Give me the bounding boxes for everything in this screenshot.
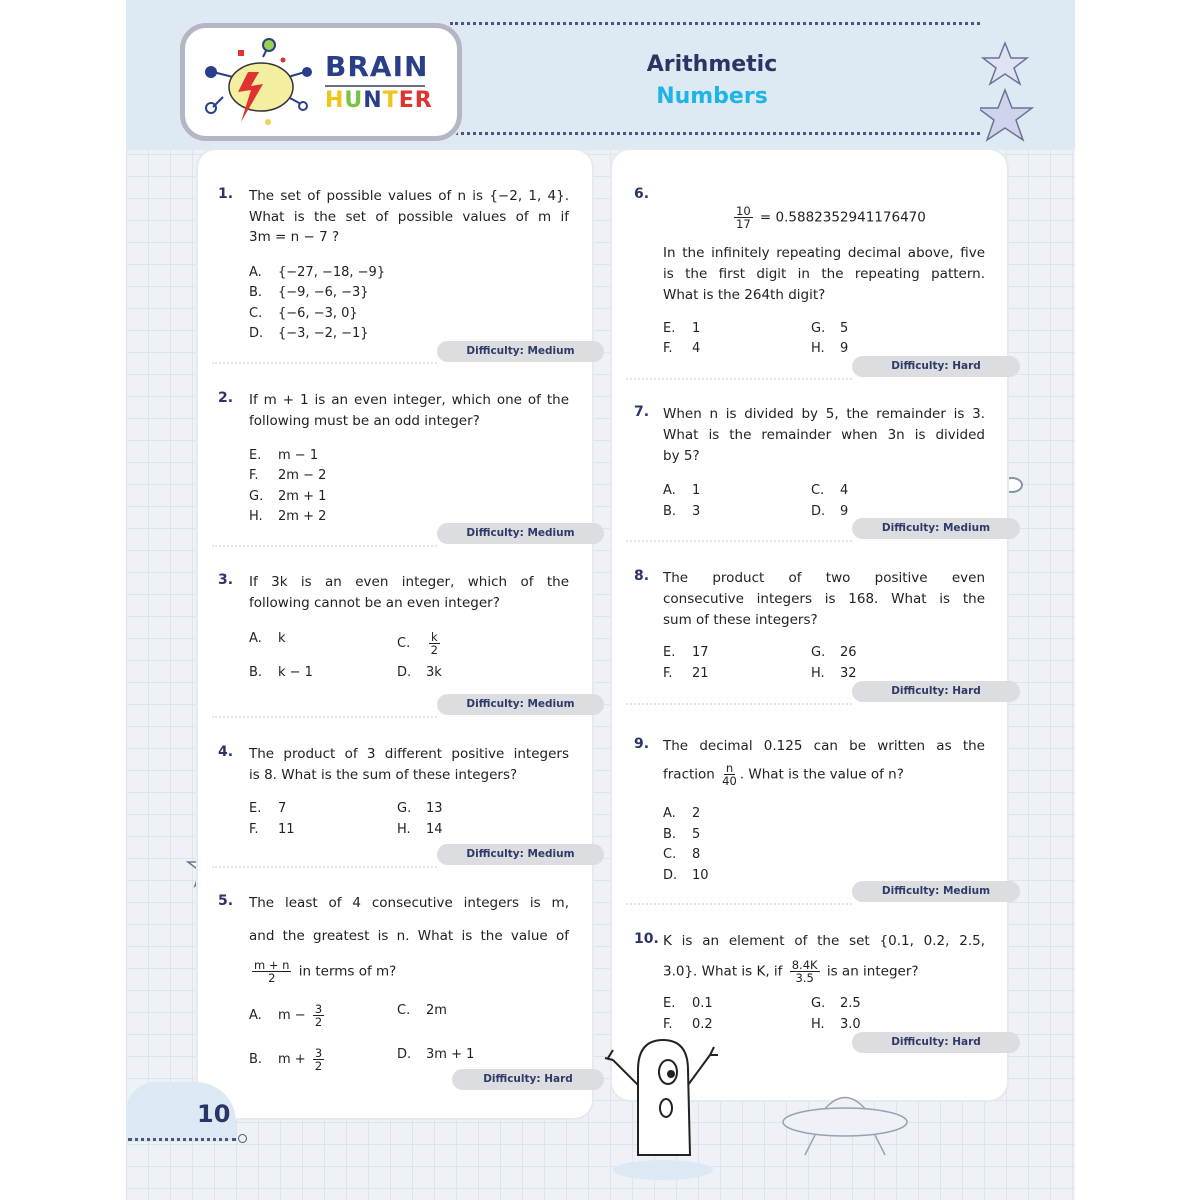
- option-value: [840, 504, 848, 519]
- option-letter: D.: [811, 504, 826, 519]
- fraction: [313, 1003, 324, 1028]
- answer-option[interactable]: [249, 822, 295, 837]
- option-value: [278, 1002, 327, 1029]
- option-letter: H.: [811, 341, 825, 356]
- question-text-line: [663, 446, 700, 467]
- fraction: [790, 959, 820, 984]
- fraction: [313, 1047, 324, 1072]
- logo-hunter-text: [325, 88, 433, 113]
- option-value: [840, 996, 861, 1011]
- option-value: [278, 509, 326, 524]
- option-letter: H.: [811, 666, 825, 681]
- option-letter: A.: [663, 483, 676, 498]
- option-letter: B.: [249, 1052, 263, 1067]
- question-divider: [212, 362, 437, 364]
- answer-option[interactable]: [663, 868, 709, 883]
- option-value: [426, 665, 442, 680]
- text-segment: 9: [840, 504, 849, 519]
- text-segment: K is an element of the set {0.1, 0.2, 2.5,: [663, 933, 985, 949]
- option-value: [278, 326, 369, 341]
- option-letter: E.: [249, 801, 262, 816]
- text-segment: 1: [692, 321, 701, 336]
- answer-option[interactable]: [397, 631, 443, 656]
- question-text-line: [249, 744, 569, 765]
- text-segment: . What is the value of n?: [739, 766, 904, 783]
- question-number: 8.: [634, 568, 650, 584]
- text-segment: 11: [278, 822, 295, 837]
- option-letter: C.: [663, 847, 677, 862]
- text-segment: The least of 4 consecutive integers is m,: [249, 895, 569, 911]
- question-number: 3.: [218, 572, 234, 588]
- question-text-line: [663, 931, 985, 952]
- option-letter: E.: [663, 645, 676, 660]
- difficulty-badge: Difficulty: Medium: [852, 518, 1020, 539]
- difficulty-badge: Difficulty: Medium: [437, 844, 604, 865]
- text-segment: 32: [840, 666, 857, 681]
- dot-end: [238, 1134, 247, 1143]
- option-value: [692, 504, 700, 519]
- question-number: 1.: [218, 186, 234, 202]
- text-segment: 26: [840, 645, 857, 660]
- text-segment: {−9, −6, −3}: [278, 285, 369, 300]
- text-segment: k: [278, 631, 286, 646]
- answer-option[interactable]: [663, 847, 700, 862]
- answer-option[interactable]: [811, 1017, 861, 1032]
- option-letter: F.: [663, 341, 673, 356]
- option-value: [426, 801, 443, 816]
- text-segment: The product of 3 different positive integers: [249, 746, 569, 762]
- option-letter: G.: [397, 801, 412, 816]
- text-segment: 5: [840, 321, 849, 336]
- option-letter: D.: [397, 665, 412, 680]
- brain-hunter-logo: [180, 23, 462, 141]
- option-value: [426, 822, 443, 837]
- option-value: [278, 468, 326, 483]
- question-number: 6.: [634, 186, 650, 202]
- text-segment: 4: [692, 341, 701, 356]
- difficulty-badge: Difficulty: Medium: [852, 881, 1020, 902]
- option-value: [692, 666, 709, 681]
- question-text-line: [731, 205, 926, 230]
- text-segment: following must be an odd integer?: [249, 413, 480, 429]
- text-segment: 8: [692, 847, 701, 862]
- option-letter: H.: [249, 509, 263, 524]
- option-letter: C.: [397, 636, 411, 651]
- text-segment: 2: [692, 806, 701, 821]
- answer-option[interactable]: [249, 265, 385, 280]
- option-letter: A.: [663, 806, 676, 821]
- ufo-illustration: [775, 1080, 915, 1160]
- option-letter: G.: [811, 321, 826, 336]
- fraction-denominator: 2: [314, 1059, 323, 1073]
- answer-option[interactable]: [249, 1047, 327, 1072]
- text-segment: in terms of m?: [294, 963, 397, 980]
- question-text-line: [249, 765, 517, 786]
- option-letter: A.: [249, 1008, 262, 1023]
- option-value: [278, 306, 358, 321]
- dotted-line-bottom: [128, 1138, 236, 1141]
- question-text-line: [249, 390, 569, 411]
- question-divider: [626, 378, 852, 380]
- logo-letter: E: [398, 88, 415, 113]
- option-letter: B.: [249, 665, 263, 680]
- question-text-line: [663, 589, 985, 610]
- fraction: [734, 205, 753, 230]
- option-value: [278, 665, 313, 680]
- difficulty-badge: Difficulty: Medium: [437, 694, 604, 715]
- option-value: [692, 868, 709, 883]
- question-text-line: [663, 568, 985, 589]
- question-number: 5.: [218, 893, 234, 909]
- text-segment: The decimal 0.125 can be written as the: [663, 738, 985, 754]
- text-segment: k − 1: [278, 665, 313, 680]
- text-segment: 21: [692, 666, 709, 681]
- logo-divider: [325, 85, 425, 87]
- text-segment: fraction: [663, 766, 720, 783]
- text-segment: 4: [840, 483, 849, 498]
- text-segment: 3m + 1: [426, 1047, 475, 1062]
- question-number: 4.: [218, 744, 234, 760]
- text-segment: 5: [692, 827, 701, 842]
- question-number: 7.: [634, 404, 650, 420]
- difficulty-badge: Difficulty: Hard: [852, 681, 1020, 702]
- text-segment: 13: [426, 801, 443, 816]
- answer-option[interactable]: [663, 341, 700, 356]
- option-letter: A.: [249, 265, 262, 280]
- text-segment: 3m = n − 7 ?: [249, 229, 340, 245]
- text-segment: The set of possible values of n is {−2, 1, 4}.: [249, 188, 569, 204]
- option-value: [278, 1046, 327, 1073]
- fraction: [722, 762, 737, 787]
- fraction-denominator: 3.5: [795, 971, 814, 985]
- text-segment: {−3, −2, −1}: [278, 326, 369, 341]
- answer-option[interactable]: [663, 806, 700, 821]
- answer-option[interactable]: [249, 326, 369, 341]
- answer-option[interactable]: [249, 448, 318, 463]
- question-text-line: [663, 243, 985, 264]
- fraction-denominator: 2: [314, 1015, 323, 1029]
- option-value: [278, 448, 318, 463]
- text-segment: is an integer?: [822, 963, 919, 980]
- option-value: [278, 265, 385, 280]
- option-value: [692, 806, 700, 821]
- difficulty-badge: Difficulty: Medium: [437, 341, 604, 362]
- option-letter: D.: [249, 326, 264, 341]
- question-divider: [212, 866, 437, 868]
- option-letter: G.: [811, 996, 826, 1011]
- option-value: [426, 630, 443, 657]
- question-text-line: [249, 186, 569, 207]
- question-number: 2.: [218, 390, 234, 406]
- fraction-numerator: k: [431, 630, 438, 644]
- option-value: [840, 1017, 861, 1032]
- text-segment: What is the set of possible values of m if: [249, 208, 569, 225]
- answer-option[interactable]: [663, 827, 700, 842]
- question-text-line: [249, 572, 569, 593]
- dotted-border-top: [450, 22, 980, 25]
- difficulty-badge: Difficulty: Hard: [852, 1032, 1020, 1053]
- text-segment: and the greatest is n. What is the value of: [249, 928, 569, 944]
- option-letter: D.: [397, 1047, 412, 1062]
- logo-letter: H: [325, 88, 345, 113]
- option-value: [692, 483, 700, 498]
- option-letter: A.: [249, 631, 262, 646]
- logo-letter: T: [382, 88, 399, 113]
- option-value: [278, 489, 326, 504]
- answer-option[interactable]: [811, 504, 848, 519]
- option-value: [840, 483, 848, 498]
- text-segment: 7: [278, 801, 287, 816]
- logo-letter: N: [363, 88, 383, 113]
- option-letter: E.: [249, 448, 262, 463]
- answer-option[interactable]: [811, 483, 848, 498]
- option-letter: E.: [663, 996, 676, 1011]
- option-value: [278, 822, 295, 837]
- option-letter: B.: [663, 504, 677, 519]
- question-divider: [626, 903, 852, 905]
- answer-option[interactable]: [811, 341, 848, 356]
- question-divider: [212, 716, 437, 718]
- text-segment: 0.1: [692, 996, 713, 1011]
- answer-option[interactable]: [397, 822, 443, 837]
- question-divider: [212, 545, 437, 547]
- option-value: [692, 847, 700, 862]
- question-text-line: [663, 959, 919, 984]
- text-segment: 2m + 1: [278, 489, 327, 504]
- fraction-numerator: 8.4K: [791, 958, 818, 972]
- difficulty-badge: Difficulty: Medium: [437, 523, 604, 544]
- question-text-line: [249, 893, 569, 914]
- answer-option[interactable]: [249, 665, 313, 680]
- text-segment: If 3k is an even integer, which of the: [249, 574, 569, 590]
- fraction-numerator: n: [725, 761, 734, 775]
- option-letter: C.: [249, 306, 263, 321]
- option-letter: G.: [249, 489, 264, 504]
- question-text-line: [663, 264, 985, 285]
- option-letter: H.: [811, 1017, 825, 1032]
- answer-option[interactable]: [663, 996, 713, 1011]
- text-segment: 14: [426, 822, 443, 837]
- option-letter: H.: [397, 822, 411, 837]
- option-letter: B.: [249, 285, 263, 300]
- text-segment: 3: [692, 504, 701, 519]
- fraction: [252, 959, 291, 984]
- text-segment: is 8. What is the sum of these integers?: [249, 767, 518, 783]
- option-value: [692, 321, 700, 336]
- brain-icon: [193, 32, 323, 132]
- question-text-line: [663, 762, 904, 787]
- fraction-denominator: 2: [268, 971, 276, 985]
- star-icon: [980, 38, 1040, 148]
- answer-option[interactable]: [249, 285, 369, 300]
- text-segment: 3.0}. What is K, if: [663, 963, 787, 980]
- text-segment: consecutive integers is 168. What is the: [663, 591, 985, 607]
- text-segment: {−27, −18, −9}: [278, 265, 386, 280]
- option-letter: C.: [397, 1003, 411, 1018]
- question-text-line: [663, 425, 985, 446]
- question-text-line: [249, 959, 396, 984]
- text-segment: 2m − 2: [278, 468, 327, 483]
- answer-option[interactable]: [249, 468, 326, 483]
- logo-letter: U: [344, 88, 364, 113]
- answer-option[interactable]: [663, 504, 700, 519]
- text-segment: 2m: [426, 1003, 447, 1018]
- answer-option[interactable]: [811, 645, 857, 660]
- answer-option[interactable]: [397, 1047, 474, 1062]
- question-text-line: [663, 736, 985, 757]
- question-text-line: [249, 207, 569, 228]
- difficulty-badge: Difficulty: Hard: [852, 356, 1020, 377]
- fraction-numerator: 3: [314, 1002, 323, 1016]
- text-segment: sum of these integers?: [663, 612, 818, 628]
- option-value: [692, 645, 709, 660]
- fraction-numerator: 10: [736, 204, 751, 218]
- page-title: Arithmetic: [646, 52, 778, 77]
- option-value: [692, 996, 713, 1011]
- text-segment: {−6, −3, 0}: [278, 306, 358, 321]
- answer-option[interactable]: [663, 645, 709, 660]
- option-value: [840, 341, 848, 356]
- text-segment: by 5?: [663, 448, 700, 464]
- answer-option[interactable]: [249, 489, 326, 504]
- text-segment: When n is divided by 5, the remainder is 3.: [663, 406, 985, 422]
- text-segment: 2.5: [840, 996, 861, 1011]
- difficulty-badge: Difficulty: Hard: [452, 1069, 604, 1090]
- fraction-denominator: 2: [430, 643, 438, 657]
- option-value: [840, 645, 857, 660]
- text-segment: is the first digit in the repeating pattern.: [663, 266, 985, 282]
- fraction-numerator: 3: [314, 1046, 323, 1060]
- question-text-line: [249, 926, 569, 947]
- answer-option[interactable]: [663, 483, 700, 498]
- text-segment: The product of two positive even: [663, 570, 985, 586]
- option-value: [692, 827, 700, 842]
- option-value: [278, 285, 369, 300]
- question-number: 10.: [634, 931, 659, 947]
- answer-option[interactable]: [249, 509, 326, 524]
- option-value: [840, 666, 857, 681]
- option-letter: F.: [249, 822, 259, 837]
- answer-option[interactable]: [811, 321, 848, 336]
- text-segment: 2m + 2: [278, 509, 327, 524]
- answer-option[interactable]: [249, 1003, 327, 1028]
- text-segment: 9: [840, 341, 849, 356]
- fraction: [429, 631, 440, 656]
- question-text-line: [249, 593, 500, 614]
- text-segment: If m + 1 is an even integer, which one of the: [249, 392, 569, 408]
- logo-letter: R: [414, 88, 433, 113]
- answer-option[interactable]: [663, 666, 709, 681]
- option-value: [278, 801, 286, 816]
- text-segment: m − 1: [278, 448, 319, 463]
- text-segment: 0.2: [692, 1017, 713, 1032]
- option-letter: F.: [663, 1017, 673, 1032]
- answer-option[interactable]: [663, 321, 700, 336]
- monster-illustration: [598, 1030, 728, 1180]
- text-segment: 17: [692, 645, 709, 660]
- fraction-numerator: m + n: [254, 958, 290, 972]
- text-segment: m −: [278, 1008, 310, 1023]
- option-value: [278, 631, 286, 646]
- dotted-border-bottom: [450, 132, 980, 135]
- text-segment: following cannot be an even integer?: [249, 595, 500, 611]
- text-segment: In the infinitely repeating decimal above, five: [663, 245, 985, 261]
- text-segment: = 0.5882352941176470: [755, 209, 926, 226]
- option-letter: E.: [663, 321, 676, 336]
- question-text-line: [663, 610, 818, 631]
- question-text-line: [249, 227, 339, 248]
- answer-option[interactable]: [811, 996, 861, 1011]
- answer-option[interactable]: [249, 801, 286, 816]
- option-letter: F.: [249, 468, 259, 483]
- option-value: [426, 1047, 474, 1062]
- option-letter: D.: [663, 868, 678, 883]
- option-letter: C.: [811, 483, 825, 498]
- answer-option[interactable]: [249, 306, 358, 321]
- question-text-line: [663, 404, 985, 425]
- question-divider: [626, 540, 852, 542]
- logo-brain-text: BRAIN: [325, 50, 429, 83]
- option-value: [426, 1003, 447, 1018]
- page-subtitle: Numbers: [656, 84, 768, 109]
- option-letter: F.: [663, 666, 673, 681]
- fraction-denominator: 40: [722, 774, 737, 788]
- fraction-denominator: 17: [736, 217, 751, 231]
- question-text-line: [663, 285, 825, 306]
- question-divider: [626, 703, 852, 705]
- answer-option[interactable]: [249, 631, 286, 646]
- option-letter: G.: [811, 645, 826, 660]
- answer-option[interactable]: [397, 1003, 447, 1018]
- text-segment: 3.0: [840, 1017, 861, 1032]
- text-segment: 1: [692, 483, 701, 498]
- text-segment: m +: [278, 1052, 310, 1067]
- option-letter: B.: [663, 827, 677, 842]
- text-segment: What is the remainder when 3n is divided: [663, 427, 985, 443]
- option-value: [840, 321, 848, 336]
- option-value: [692, 341, 700, 356]
- text-segment: 3k: [426, 665, 442, 680]
- question-text-line: [249, 411, 480, 432]
- question-number: 9.: [634, 736, 650, 752]
- answer-option[interactable]: [397, 801, 443, 816]
- text-segment: What is the 264th digit?: [663, 287, 826, 303]
- answer-option[interactable]: [811, 666, 857, 681]
- text-segment: 10: [692, 868, 709, 883]
- page-number: 10: [197, 1100, 231, 1128]
- answer-option[interactable]: [397, 665, 442, 680]
